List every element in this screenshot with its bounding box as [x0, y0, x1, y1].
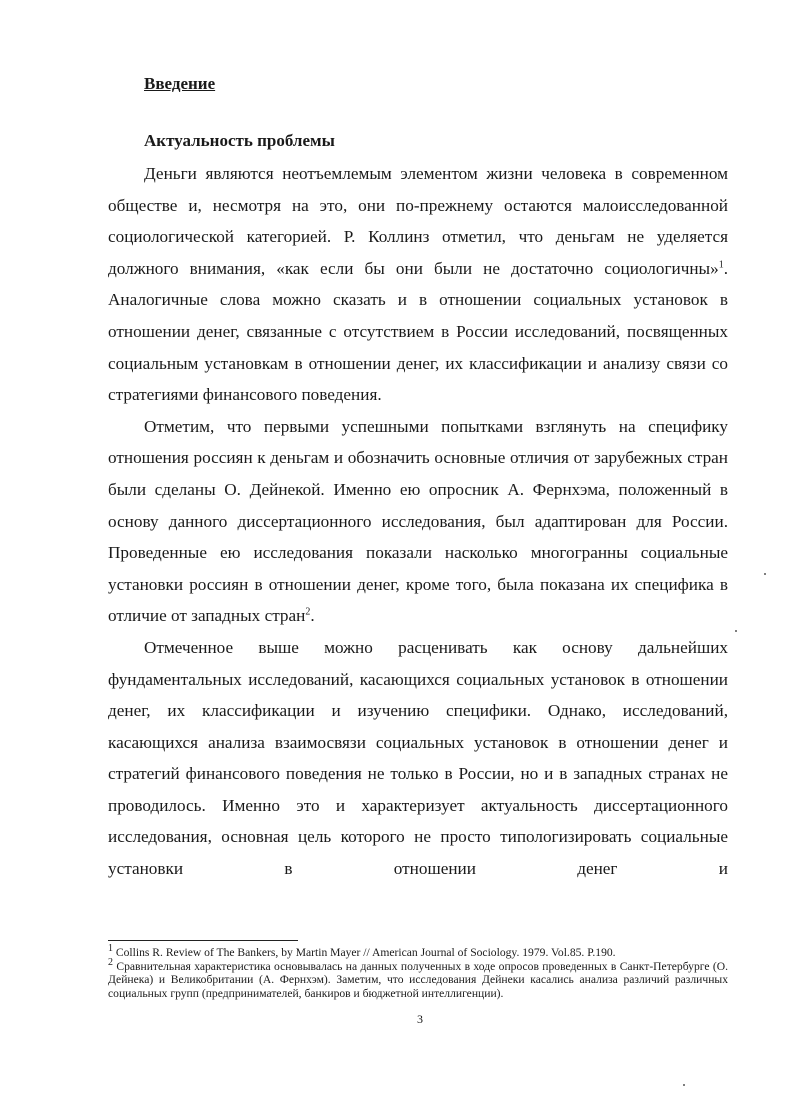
footnote-1 [108, 943, 728, 960]
scan-speck [735, 630, 737, 632]
footnote-text: Сравнительная характеристика основывалась на данных полученных в ходе опросов проведенных в Санкт-Петербурге (О. Дейнека) и Великобритании (А. Фернхэм). Заметим, что исследования Дейнеки касались анализа различий различных социальных групп (предпринимателей, банкиров и бюджетной интеллигенции). [108, 959, 728, 1000]
body-text [108, 158, 728, 885]
paragraph-text: . Аналогичные слова можно сказать и в отношении социальных установок в отношении денег, связанные с отсутствием в России исследований, посвященных социальным установкам в отношении денег, их классификации и анализу связи со стратегиями финансового поведения. [108, 258, 728, 405]
footnote-2 [108, 956, 728, 1001]
scan-speck [683, 1084, 685, 1086]
subsection-heading: Актуальность проблемы [144, 131, 335, 150]
paragraph-text: Отметим, что первыми успешными попытками взглянуть на специфику отношения россиян к деньгам и обозначить основные отличия от зарубежных стран были сделаны О. Дейнекой. Именно ею опросник А. Фернхэма, положенный в основу данного диссертационного исследования, был адаптирован для России. Проведенные ею исследования показали насколько многогранны социальные установки россиян в отношении денег, кроме того, была показана их специфика в отличие от западных стран [108, 416, 728, 626]
paragraph-text: . [310, 606, 315, 626]
paragraph-text: Отмеченное выше можно расценивать как основу дальнейших фундаментальных исследований, касающихся социальных установок в отношении денег, их классификации и изучению специфики. Однако, исследований, касающихся анализа взаимосвязи социальных установок в отношении денег и стратегий финансового поведения не только в России, но и в западных странах не проводилось. Именно это и характеризует актуальность диссертационного исследования, основная цель которого не просто типологизировать социальные установки в отношении денег и [108, 637, 728, 879]
footnote-mark: 1 [108, 943, 113, 955]
paragraph-2 [108, 411, 728, 632]
paragraph-3 [108, 632, 728, 885]
section-heading: Введение [144, 74, 216, 93]
scan-speck [764, 573, 766, 575]
footnote-text: Collins R. Review of The Bankers, by Martin Mayer // American Journal of Sociology. 1979. Vol.85. P.190. [113, 946, 616, 959]
paragraph-1 [108, 158, 728, 411]
footnotes [108, 943, 728, 1000]
footnote-ref-2: 2 [305, 606, 311, 618]
page-number: 3 [417, 1012, 423, 1026]
footnote-divider [108, 940, 298, 941]
footnote-ref-1: 1 [718, 259, 724, 271]
paragraph-text: Деньги являются неотъемлемым элементом жизни человека в современном обществе и, несмотря на это, они по-прежнему остаются малоисследованной социологической категорией. Р. Коллинз отметил, что деньгам не уделяется должного внимания, «как если бы они были не достаточно социологичны» [108, 164, 728, 278]
footnote-mark: 2 [108, 956, 113, 968]
